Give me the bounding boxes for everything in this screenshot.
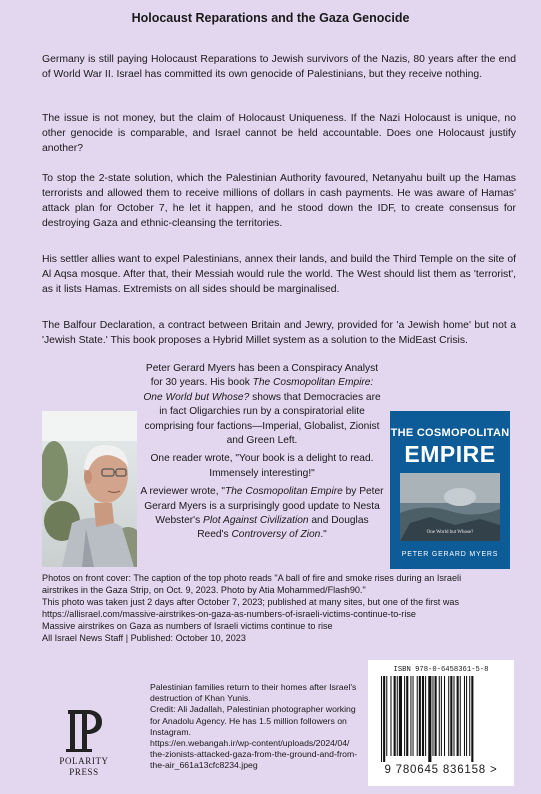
book-cover [390,411,510,569]
credit-line: the-zionists-attacked-gaza-from-the-ground-and-from- [150,749,358,760]
isbn-label: ISBN 978-0-6458361-5-8 [393,666,489,674]
barcode-bar [453,676,454,756]
bio-text: Peter Gerard Myers has been a Conspiracy Analyst for 30 years. His book [145,363,379,389]
barcode-bar [419,676,421,756]
book-title-italic: Controversy of Zion [231,529,321,541]
credit-line: for Anadolu Agency. He has 1.5 million followers on [150,715,347,726]
bio-text: and Douglas Reed's [197,515,369,541]
bio-text: shows that Democracies are in fact Oligarchies run by a conspiratorial elite comprising four factions—Imperial, Globalist, Zionist and Green Left. [144,391,381,447]
paragraph-reparations: Germany is still paying Holocaust Reparations to Jewish survivors of the Nazis, 80 years after the end of World War II. Israel has committed its own genocide of Palestinians, but they receive nothing. [42,54,516,80]
paragraph-netanyahu: To stop the 2-state solution, which the Palestinian Authority favoured, Netanyahu built up the Hamas terrorists and allowed them to receive millions of dollars in cash payments. He was aware of Hamas' attack plan for October 7, he let it happen, and he stood down the IDF, to create consensus for destroying Gaza and ethnic-cleansing the territories. [42,173,516,229]
book-cover-title-line1: THE COSMOPOLITAN [390,427,510,439]
barcode-bar [469,676,470,756]
barcode-bar [471,676,473,762]
isbn-digits: 9 780645 836158 > [384,764,498,776]
credit-line: the-air_661a13cfc8234.jpeg [150,760,258,771]
bio-text: ." [320,529,327,541]
credit-line: Instagram. [150,726,192,737]
bio-text: by Peter Gerard Myers is a surprisingly good update to Nesta Webster's [144,486,384,527]
book-cover-title-line2: EMPIRE [404,441,496,467]
credit-line: https://en.webangah.ir/wp-content/uploads/2024/04/ [150,738,350,749]
barcode-bar [413,676,414,756]
credit-line: Palestinian families return to their homes after Israel's [150,682,357,692]
barcode-bar [406,676,408,756]
credit-line: https://allisrael.com/massive-airstrikes-on-gaza-as-numbers-of-israeli-victims-continue-to-rise [42,609,416,619]
credit-line: Massive airstrikes on Gaza as numbers of Israeli victims continue to rise [42,621,333,631]
barcode-bar [417,676,418,756]
barcode-bar [444,676,445,756]
barcode-bar [397,676,398,756]
barcode-bar [439,676,440,756]
cover-photo-credits [42,572,518,644]
book-title-italic: The Cosmopolitan Empire: One World but Whose? [143,377,374,403]
barcode-bar [432,676,433,756]
barcode-bar [460,676,461,756]
back-photo-credit [150,682,360,772]
barcode-bar [410,676,411,756]
book-cover-author: PETER GERARD MYERS [401,551,499,558]
paragraph-balfour: The Balfour Declaration, a contract between Britain and Jewry, provided for 'a Jewish home' but not a 'Jewish State.' This book proposes a Hybrid Millet system as a solution to the MidEast Crisis. [42,320,516,346]
credit-line: airstrikes in the Gaza Strip, on Oct. 9, 2023. Photo by Atia Mohammed/Flash90." [42,585,366,595]
author-photo [42,411,137,567]
barcode-bar [381,676,382,762]
barcode-bar [394,676,396,756]
publisher-name [44,756,124,778]
publisher-line2: PRESS [69,767,99,777]
author-bio [140,362,384,547]
barcode-bar [466,676,467,756]
credit-line: Credit: Ali Jadallah, Palestinian photographer working [150,704,356,715]
paragraph-uniqueness: The issue is not money, but the claim of Holocaust Uniqueness. If the Nazi Holocaust is unique, no other genocide is comparable, and Israel cannot be held accountable. Does one Holocaust justify another? [42,113,516,154]
barcode-bar [422,676,424,756]
credit-line: destruction of Khan Yunis. [150,693,251,704]
barcode-bars [377,676,505,762]
bio-paragraph-3 [140,485,384,543]
book-cover-image [400,473,500,541]
publisher-line1: POLARITY [59,756,109,766]
isbn-barcode [368,660,514,786]
bio-paragraph-1 [140,362,384,448]
credit-line: Photos on front cover: The caption of the top photo reads "A ball of fire and smoke rises during an Israeli [42,573,462,583]
barcode-bar [450,676,452,756]
credit-line: This photo was taken just 2 days after October 7, 2023; published at many sites, but one of the first was [42,597,460,607]
barcode-bar [399,676,402,756]
barcode-bar [386,676,387,756]
barcode-bar [448,676,449,756]
barcode-bar [425,676,426,756]
bio-text: A reviewer wrote, " [140,486,226,498]
barcode-bar [464,676,465,756]
barcode-bar [383,676,385,762]
book-title-italic: Plot Against Civilization [203,515,309,527]
barcode-bar [457,676,459,756]
barcode-bar [428,676,431,762]
paragraph-settlers: His settler allies want to expel Palestinians, annex their lands, and build the Third Temple on the site of Al Aqsa mosque. After that, their Messiah would rule the world. The West should list them as 'terrorist', as it lists Hamas. Extremists on all sides should be marginalised. [42,254,516,295]
barcode-bar [404,676,405,756]
barcode-bar [390,676,391,756]
page-title: Holocaust Reparations and the Gaza Genocide [131,11,410,25]
barcode-bar [435,676,437,756]
book-title-italic: The Cosmopolitan Empire [225,486,343,498]
credit-line: All Israel News Staff | Published: October 10, 2023 [42,633,246,643]
book-cover-subtitle: One World but Whose? [426,530,474,535]
barcode-bar [441,676,442,756]
bio-paragraph-2: One reader wrote, "Your book is a delight to read. Immensely interesting!" [150,453,374,479]
